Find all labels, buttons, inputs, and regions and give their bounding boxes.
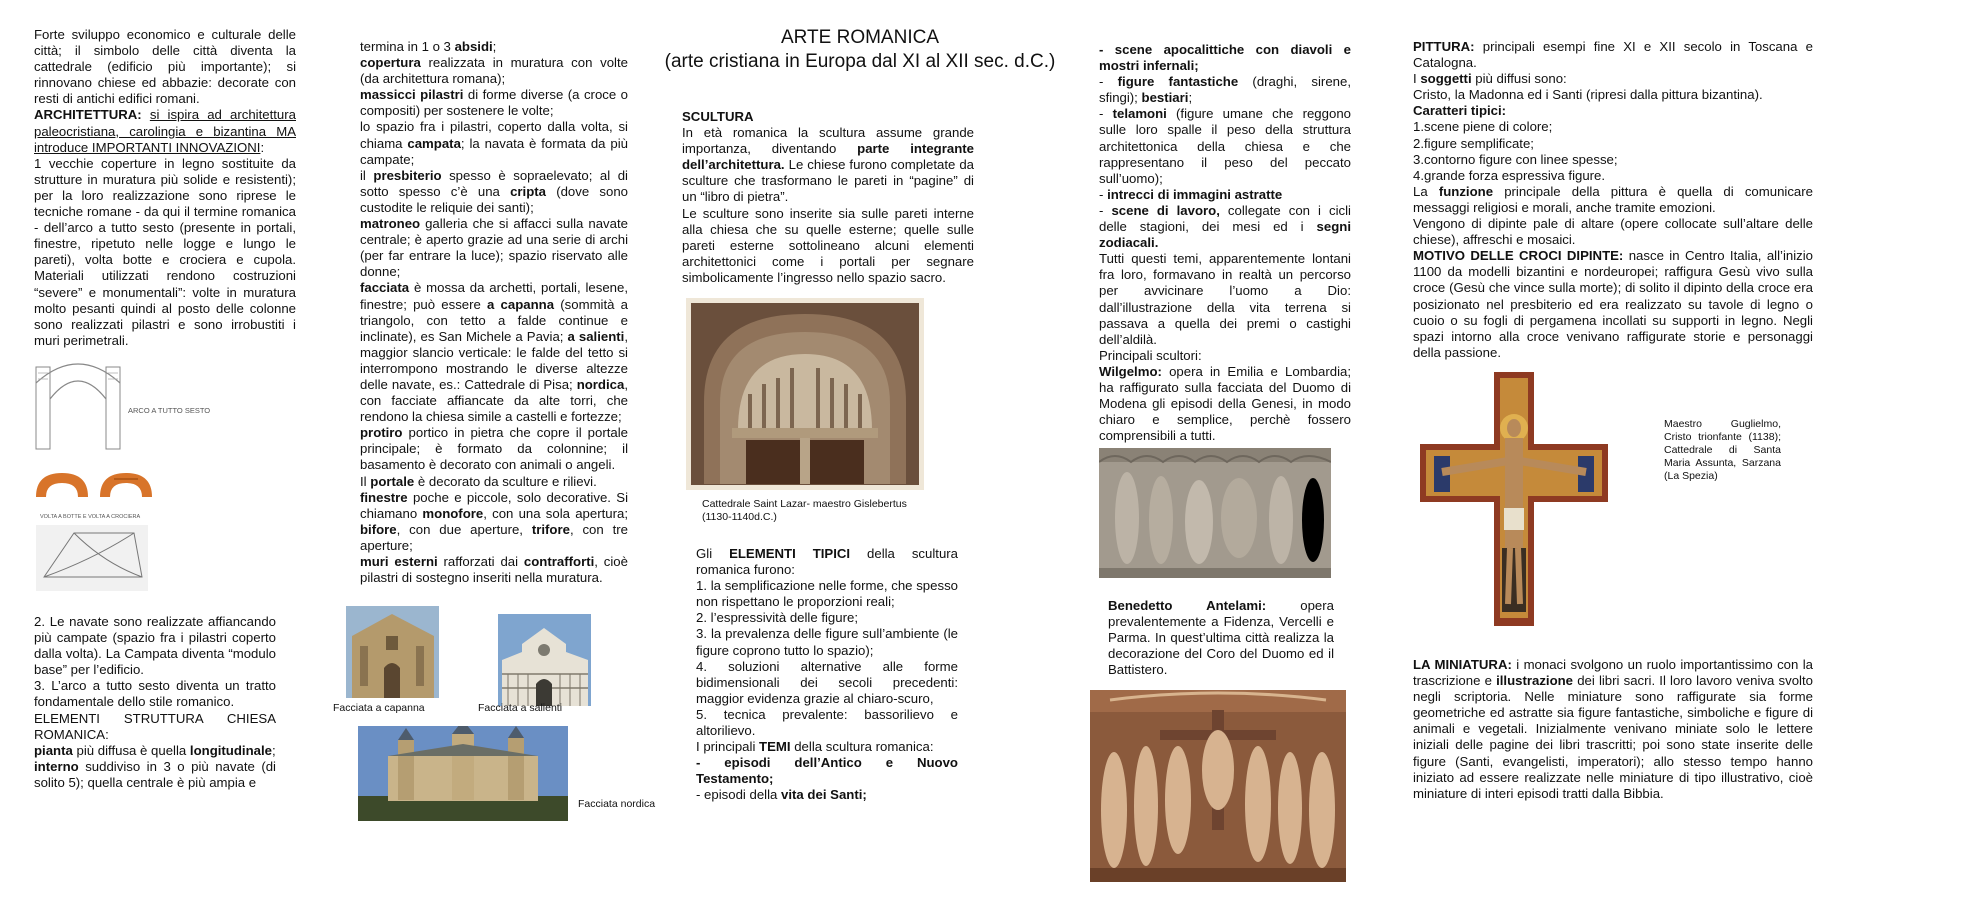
architecture-label: ARCHITETTURA: [34, 107, 142, 123]
column-painting [1413, 39, 1813, 361]
photo-saint-lazare [686, 298, 924, 490]
column-architecture-continued [34, 614, 276, 791]
elements-intro: Gli ELEMENTI TIPICI della scultura romanica furono: [696, 546, 959, 578]
innovation-point-1: 1 vecchie coperture in legno sostituite da strutture in muratura più solide e resistenti); per la loro realizzazione sono riprese le tecniche romane - da qui il termine romanica - dell’arco a tutto sesto (presente in portali, finestre, ripetuto nelle logge e lungo le pareti), volta botte e crociera e cupola. Materiali utilizzati rendono costruzioni “severe” e monumentali”: volte in muratura molto pesanti quindi al posto delle colonne sono realizzati pilastri e sono irrobustiti i muri perimetrali. [34, 155, 296, 348]
painting-trait-3: 3.contorno figure con linee spesse; [1413, 151, 1618, 167]
element-finestre: finestre poche e piccole, solo decorative. Si chiamano monofore, con una sola apertura; bifore, con due aperture, trifore, con tre aperture; [360, 489, 628, 553]
caption-facciata-capanna: Facciata a capanna [333, 702, 425, 714]
painting-subjects: I soggetti più diffusi sono: [1413, 71, 1567, 87]
theme-intrecci: - intrecci di immagini astratte [1099, 186, 1283, 202]
sculpture-element-1: 1. la semplificazione nelle forme, che spesso non rispettano le proporzioni reali; [696, 578, 958, 610]
innovation-point-3: 3. L’arco a tutto sesto diventa un tratto fondamentale dello stile romanico. [34, 678, 276, 710]
theme-lavoro: - scene di lavoro, collegate con i cicli delle stagioni, dei mesi ed i segni zodiacali. [1099, 202, 1351, 251]
element-presbiterio: il presbiterio spesso è sopraelevato; al di sotto spesso c’è una cripta (dove sono custodite le reliquie dei santi); [360, 167, 629, 215]
theme-telamoni: - telamoni (figure umane che reggono sulle loro spalle il peso della struttura architettonica della chiesa e che rappresentano il peso del peccato sull’uomo); [1099, 106, 1351, 186]
painted-crosses: MOTIVO DELLE CROCI DIPINTE: nasce in Centro Italia, all’inizio 1100 da modelli bizantini e nordeuropei; raffigura Gesù vivo sulla croce (Gesù che vince sulla morte); di solito il dipinto della croce era posizionato nel presbiterio ed era realizzato su tavole di legno o cuoio o su fogli di pergamena incollati su supporti in legno. Negli spazi intorno alla croce venivano raffigurate storie e personaggi della passione. [1413, 248, 1814, 360]
painting-subjects-list: Cristo, la Madonna ed i Santi (ripresi dalla pittura bizantina). [1413, 87, 1763, 103]
theme-fantastic: - figure fantastiche (draghi, sirene, sfingi); bestiari; [1099, 74, 1351, 106]
page-subtitle: (arte cristiana in Europa dal XI al XII sec. d.C.) [664, 51, 1056, 72]
photo-facciata-nordica [358, 726, 568, 821]
element-protiro: protiro portico in pietra che copre il portale principale; è formato da colonnine; il basamento è decorato con animali o angeli. [360, 425, 628, 473]
sculpture-paragraph-2: Le sculture sono inserite sia sulle pareti interne alla chiesa che su quelle esterne; quelle sulle pareti esterne sottolineano alcuni elementi architettonici come i portali per segnare simbolicamente l’ingresso nello spazio sacro. [682, 205, 974, 285]
sculpture-element-3: 3. la prevalenza delle figure sull’ambiente (le figure coprono tutto lo spazio); [696, 626, 958, 658]
column-architecture-intro [34, 27, 296, 349]
painting-trait-1: 1.scene piene di colore; [1413, 119, 1553, 135]
page-title-main: ARTE ROMANICA [780, 27, 939, 48]
painting-altarpieces: Vengono di dipinte pale di altare (opere collocate sull’altare delle chiese), affreschi e mosaici. [1413, 216, 1813, 248]
themes-intro: I principali TEMI della scultura romanica: [696, 739, 934, 755]
column-sculpture-themes [1099, 42, 1351, 444]
sculpture-heading: SCULTURA [682, 109, 754, 124]
element-pianta: pianta più diffusa è quella longitudinale; [34, 742, 276, 758]
element-copertura: copertura realizzata in muratura con volte (da architettura romana); [360, 55, 628, 87]
architecture-innovations: si ispira ad architettura paleocristiana, carolingia e bizantina MA introduce IMPORTANTI INNOVAZIONI [34, 107, 296, 155]
sculpture-element-4: 4. soluzioni alternative alle forme bidimensionali dei secoli precedenti: maggior evidenza grazie al chiaro-scuro, [696, 658, 958, 706]
element-campata: lo spazio fra i pilastri, coperto dalla volta, si chiama campata; la navata è formata da più campate; [360, 119, 628, 167]
element-pilastri: massicci pilastri di forme diverse (a croce o compositi) per sostenere le volte; [360, 87, 628, 119]
painting-intro: PITTURA: principali esempi fine XI e XII secolo in Toscana e Catalogna. [1413, 39, 1813, 71]
painting-trait-2: 2.figure semplificate; [1413, 135, 1534, 151]
painting-traits-heading: Caratteri tipici: [1413, 103, 1507, 119]
element-portale: Il portale è decorato da sculture e rilievi. [360, 473, 597, 489]
crucifix-caption: Maestro Guglielmo, Cristo trionfante (1138); Cattedrale di Santa Maria Assunta, Sarzana (La Spezia) [1664, 418, 1781, 482]
painting-trait-4: 4.grande forza espressiva figure. [1413, 167, 1606, 183]
element-muri: muri esterni rafforzati dai contrafforti, cioè pilastri di sostegno inseriti nella muratura. [360, 554, 628, 586]
sculpture-element-2: 2. l’espressività delle figure; [696, 610, 858, 626]
themes-summary: Tutti questi temi, apparentemente lontani fra loro, formavano in realtà un percorso per avvicinare l’uomo a Dio: dall’illustrazione della vita terrena si passava a quella dei premi o castighi dell’aldilà. [1099, 251, 1351, 347]
theme-testament: - episodi dell’Antico e Nuovo Testamento; [696, 755, 958, 787]
arch-figure-label: ARCO A TUTTO SESTO [128, 406, 211, 415]
vault-figure-label: VOLTA A BOTTE E VOLTA A CROCIERA [40, 514, 141, 520]
vault-figure [34, 467, 154, 595]
theme-saints: - episodi della vita dei Santi; [696, 787, 867, 803]
theme-apocalyptic: - scene apocalittiche con diavoli e mostri infernali; [1099, 42, 1351, 74]
column-antelami [1108, 598, 1334, 678]
column-sculpture-elements [696, 546, 958, 804]
sculpture-paragraph-1: In età romanica la scultura assume grande importanza, diventando parte integrante dell’architettura. Le chiese furono completate da sculture che trasformano le pareti in “pagine” di un “libro di pietra”. [682, 125, 974, 205]
photo-wilgelmo-relief [1099, 448, 1331, 578]
page-title [640, 26, 1080, 74]
miniature-paragraph: LA MINIATURA: i monaci svolgono un ruolo importantissimo con la trascrizione e illustrazione dei libri sacri. Il loro lavoro veniva svolto negli scriptoria. Nelle miniature sono raffigurate sia forme geometriche ed astratte sia figure fantastiche, simboliche e figure di animali e vegetali. Inizialmente venivano miniate solo le lettere iniziali delle pagine dei libri trascritti; poi sono state inserite delle figure (Santi, evangelisti, imperatori); allo stesso tempo hanno iniziato ad essere realizzate nelle miniature di tipo illustrativo, cioè miniature di interi episodi tratti dalla Bibbia. [1413, 657, 1813, 801]
sculptors-heading: Principali scultori: [1099, 347, 1202, 363]
architecture-paragraph: ARCHITETTURA: si ispira ad architettura paleocristiana, carolingia e bizantina MA introduce IMPORTANTI INNOVAZIONI: [34, 107, 296, 155]
photo-facciata-salienti [498, 614, 591, 706]
column-miniature [1413, 657, 1813, 802]
element-facciata: facciata è mossa da archetti, portali, lesene, finestre; può essere a capanna (sommità a triangolo, con tetto a falde continue e inclinate), es San Michele a Pavia; a salienti, maggior slancio verticale: le falde del tetto si interrompono mostrando le diverse altezze delle navate, es.: Cattedrale di Pisa; nordica, con facciate affiancate da alte torri, che rendono la chiesa simile a castelli e fortezze; [360, 280, 628, 425]
sculptor-antelami: Benedetto Antelami: opera prevalentemente a Fidenza, Vercelli e Parma. In quest’ultima città realizza la decorazione del Coro del Duomo ed il Battistero. [1108, 598, 1334, 678]
element-matroneo: matroneo galleria che si affacci sulla navate centrale; è aperto grazie ad una serie di archi (per far entrare la luce); spazio riservato alle donne; [360, 216, 628, 280]
caption-facciata-salienti: Facciata a salienti [478, 702, 563, 714]
elements-heading: ELEMENTI STRUTTURA CHIESA ROMANICA: [34, 710, 276, 742]
column-sculpture [682, 109, 974, 286]
photo-facciata-capanna [346, 606, 439, 698]
innovation-point-2: 2. Le navate sono realizzate affiancando più campate (spazio fra i pilastri coperto dalla volta). La Campata diventa “modulo base” per l’edificio. [34, 614, 276, 678]
painting-function: La funzione principale della pittura è quella di comunicare messaggi religiosi e morali, anche tramite emozioni. [1413, 183, 1813, 215]
sculpture-element-5: 5. tecnica prevalente: bassorilievo e altorilievo. [696, 706, 958, 739]
element-interno: interno suddiviso in 3 o più navate (di solito 5); quella centrale è più ampia e [34, 758, 276, 790]
arch-figure [34, 363, 224, 453]
column-church-elements [360, 39, 628, 586]
sculptor-wilgelmo: Wilgelmo: opera in Emilia e Lombardia; ha raffigurato sulla facciata del Duomo di Modena gli episodi della Genesi, in modo chiaro e semplice, perchè fossero comprensibili a tutti. [1099, 363, 1351, 444]
photo-painted-crucifix [1416, 368, 1612, 630]
caption-facciata-nordica: Facciata nordica [578, 798, 656, 810]
element-absidi: termina in 1 o 3 absidi; [360, 39, 497, 54]
photo-antelami-deposition [1090, 690, 1346, 882]
caption-saint-lazare: Cattedrale Saint Lazar- maestro Gislebertus (1130-1140d.C.) [702, 498, 907, 523]
intro-paragraph: Forte sviluppo economico e culturale delle città; il simbolo delle città diventa la cattedrale (edificio più importante); si rinnovano chiese ed abbazie: decorate con resti di antichi edifici romani. [34, 27, 296, 107]
